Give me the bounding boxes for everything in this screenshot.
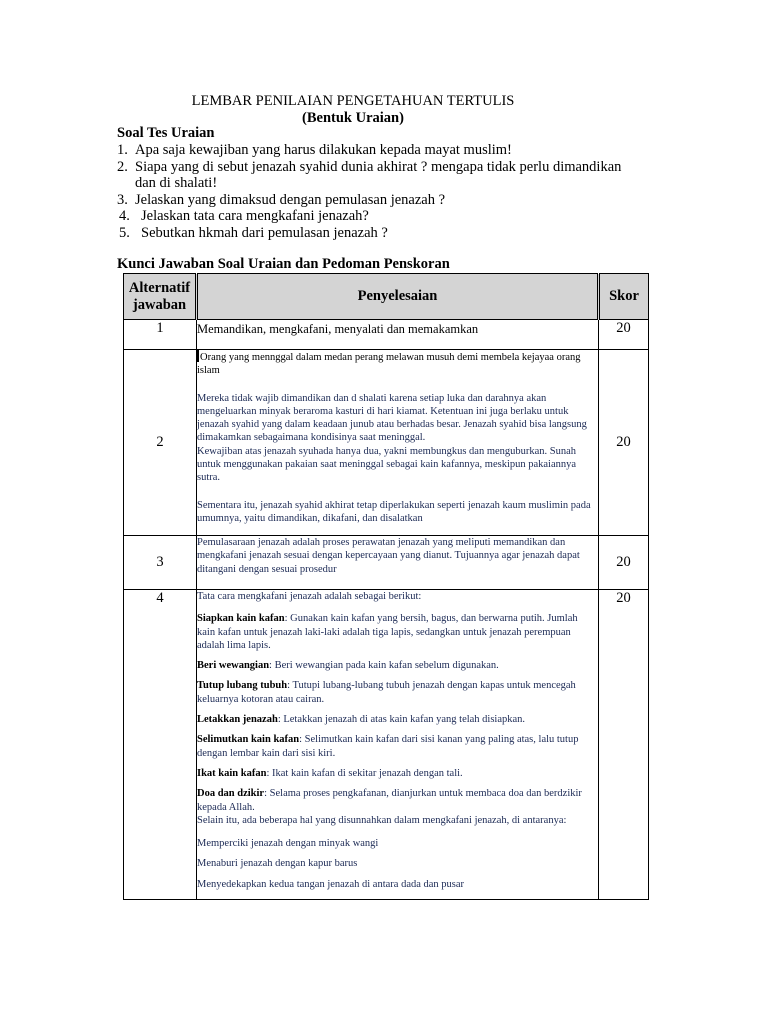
sunnah-item: Memperciki jenazah dengan minyak wangi xyxy=(197,838,379,850)
sunnah-item: Menyedekapkan kedua tangan jenazah di antara dada dan pusar xyxy=(197,878,465,890)
solution-text: Pemulasaraan jenazah adalah proses perawatan jenazah yang meliputi memandikan dan mengkafani jenazah sesuai dengan kepercayaan yang dianut. Tujuannya agar jenazah dapat ditangani dengan sesuai prosedur xyxy=(197,537,580,575)
question-item xyxy=(117,208,637,225)
table-row xyxy=(124,536,649,590)
solution-step: Letakkan jenazah: Letakkan jenazah di atas kain kafan yang telah disiapkan. xyxy=(197,714,526,726)
question-item xyxy=(117,142,637,159)
row-solution xyxy=(197,320,599,350)
document-title: LEMBAR PENILAIAN PENGETAHUAN TERTULIS xyxy=(191,93,515,109)
solution-intro: Tata cara mengkafani jenazah adalah sebagai berikut: xyxy=(197,591,422,602)
text-cursor xyxy=(197,350,199,362)
table-header-row xyxy=(124,274,649,320)
solution-step: Doa dan dzikir: Selama proses pengkafanan, dianjurkan untuk membaca doa dan berdzikir kepada Allah. Selain itu, ada beberapa hal yang disunnahkan dalam mengkafani jenazah, di antaranya: xyxy=(197,788,582,826)
question-number: 5. xyxy=(119,224,130,241)
solution-step: Siapkan kain kafan: Gunakan kain kafan yang bersih, bagus, dan berwarna putih. Jumlah kain kafan untuk jenazah laki-laki adalah tiga lapis, sedangkan untuk jenazah perempuan adalah lima lapis. xyxy=(197,613,578,651)
table-row xyxy=(124,350,649,536)
table-row xyxy=(124,590,649,900)
question-text: Jelaskan yang dimaksud dengan pemulasan jenazah ? xyxy=(135,191,446,208)
row-number: 2 xyxy=(124,350,197,536)
question-text: Jelaskan tata cara mengkafani jenazah? xyxy=(141,208,369,224)
row-number: 3 xyxy=(124,536,197,590)
question-text: Sebutkan hkmah dari pemulasan jenazah ? xyxy=(141,224,388,241)
answer-key-table xyxy=(123,273,649,900)
row-solution xyxy=(197,536,599,590)
sunnah-item: Menaburi jenazah dengan kapur barus xyxy=(197,858,358,870)
question-number: 4. xyxy=(119,208,130,224)
question-text: Siapa yang di sebut jenazah syahid dunia akhirat ? mengapa tidak perlu dimandikan dan di shalati! xyxy=(135,158,622,191)
solution-text: Memandikan, mengkafani, menyalati dan memakamkan xyxy=(197,322,479,336)
solution-paragraph: Sementara itu, jenazah syahid akhirat tetap diperlakukan seperti jenazah kaum muslimin pada umumnya, yaitu dimandikan, dikafani, dan disalatkan xyxy=(197,499,591,524)
question-item xyxy=(117,192,637,209)
solution-paragraph: Mereka tidak wajib dimandikan dan d shalati karena setiap luka dan darahnya akan mengeluarkan minyak beraroma kasturi di hari kiamat. Ketentuan ini juga berlaku untuk jenazah syahid yang dalam keadaan junub atau berhadas besar. Jenazah syahid bisa langsung dimakamkan sebagaimana kondisinya saat meninggal. Kewajiban atas jenazah syuhada hanya dua, yakni membungkus dan menguburkan. Sunah untuk menggunakan pakaian saat meninggal sebagai kain kafannya, meskipun pakaiannya sutra. xyxy=(197,392,587,484)
question-number: 3. xyxy=(117,191,128,208)
row-score: 20 xyxy=(599,590,649,900)
row-number: 1 xyxy=(124,320,197,350)
solution-step: Tutup lubang tubuh: Tutupi lubang-lubang tubuh jenazah dengan kapas untuk mencegah keluarnya kotoran atau cairan. xyxy=(197,680,576,705)
column-header-alternative: Alternatif jawaban xyxy=(124,274,197,320)
solution-paragraph: Orang yang mennggal dalam medan perang melawan musuh demi membela kejayaa orang islam xyxy=(197,352,581,377)
solution-step: Beri wewangian: Beri wewangian pada kain kafan sebelum digunakan. xyxy=(197,660,499,672)
row-solution xyxy=(197,590,599,900)
solution-step: Selimutkan kain kafan: Selimutkan kain kafan dari sisi kanan yang paling atas, lalu tutup dengan lembar kain dari sisi kiri. xyxy=(197,734,579,759)
question-number: 1. xyxy=(117,142,128,158)
solution-step: Ikat kain kafan: Ikat kain kafan di sekitar jenazah dengan tali. xyxy=(197,767,463,779)
question-text: Apa saja kewajiban yang harus dilakukan kepada mayat muslim! xyxy=(135,142,512,158)
question-number: 2. xyxy=(117,158,128,175)
question-list xyxy=(117,142,637,241)
section-heading-questions: Soal Tes Uraian xyxy=(117,125,215,141)
row-solution xyxy=(197,350,599,536)
column-header-solution: Penyelesaian xyxy=(197,274,599,320)
document-subtitle: (Bentuk Uraian) xyxy=(302,110,404,126)
question-item xyxy=(117,225,637,242)
row-number: 4 xyxy=(124,590,197,900)
row-score: 20 xyxy=(599,320,649,350)
question-item xyxy=(117,159,637,192)
column-header-score: Skor xyxy=(599,274,649,320)
row-score: 20 xyxy=(599,350,649,536)
row-score: 20 xyxy=(599,536,649,590)
table-row xyxy=(124,320,649,350)
section-heading-answer-key: Kunci Jawaban Soal Uraian dan Pedoman Penskoran xyxy=(117,256,450,272)
